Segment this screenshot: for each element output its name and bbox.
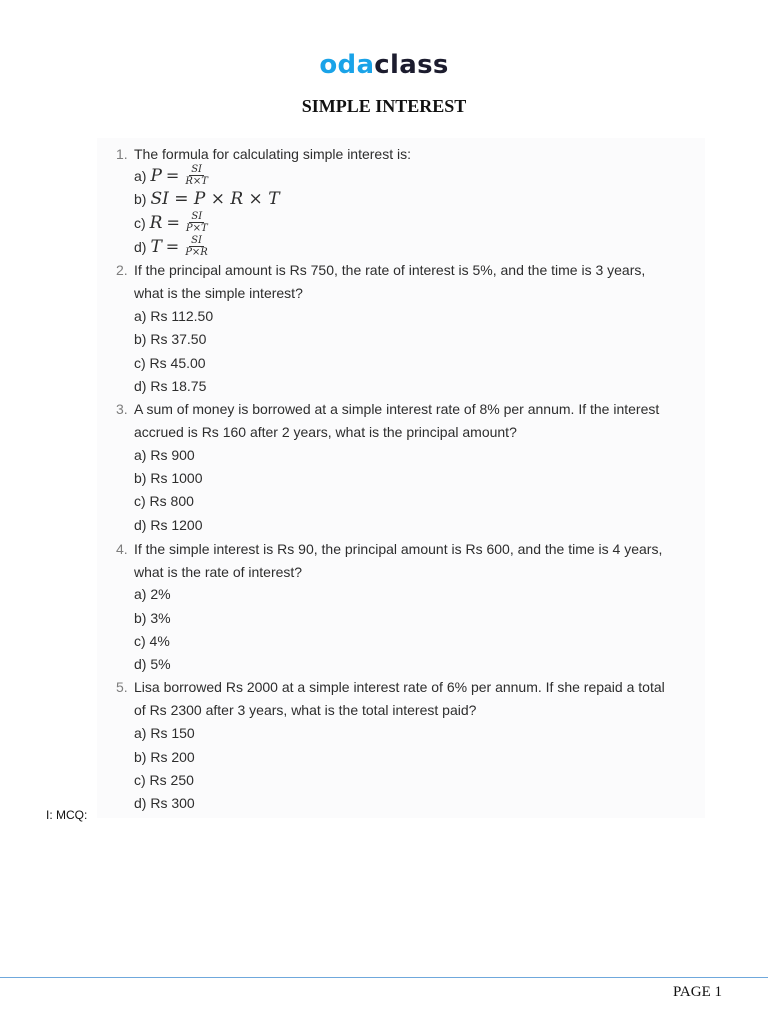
- fraction-denominator: P×R: [185, 247, 208, 258]
- section-label: I: MCQ:: [46, 808, 88, 822]
- question-number: 4.: [116, 541, 128, 557]
- answer-option: d) Rs 18.75: [134, 378, 207, 394]
- formula-lhs: T: [150, 236, 162, 257]
- question-text: Lisa borrowed Rs 2000 at a simple interest rate of 6% per annum. If she repaid a total: [134, 679, 665, 695]
- fraction-numerator: SI: [191, 211, 203, 222]
- formula-equals: =: [165, 237, 180, 256]
- answer-option: b) Rs 37.50: [134, 331, 207, 347]
- answer-option: c) Rs 250: [134, 772, 194, 788]
- formula-option-c: [134, 211, 210, 234]
- formula-option-d: [134, 235, 210, 258]
- answer-option: b) 3%: [134, 610, 171, 626]
- answer-option: c) 4%: [134, 633, 170, 649]
- question-text: accrued is Rs 160 after 2 years, what is the principal amount?: [134, 424, 517, 440]
- question-text: what is the simple interest?: [134, 285, 303, 301]
- fraction-denominator: R×T: [185, 176, 208, 187]
- logo-class: class: [374, 50, 449, 80]
- formula-option-a: [134, 164, 210, 187]
- option-prefix: b): [134, 191, 147, 207]
- question-number: 1.: [116, 146, 128, 162]
- answer-option: d) Rs 300: [134, 795, 195, 811]
- question-number: 5.: [116, 679, 128, 695]
- formula-equals: =: [166, 213, 180, 232]
- odaclass-logo: [0, 50, 768, 80]
- answer-option: a) Rs 150: [134, 725, 195, 741]
- answer-option: d) 5%: [134, 656, 171, 672]
- formula-expression: SI = P × R × T: [150, 189, 280, 209]
- formula-fraction: [183, 235, 210, 258]
- question-text: what is the rate of interest?: [134, 564, 303, 580]
- option-prefix: d): [134, 238, 147, 255]
- page-title: SIMPLE INTEREST: [301, 96, 467, 116]
- formula-equals: =: [165, 166, 180, 185]
- formula-lhs: R: [149, 212, 163, 233]
- answer-option: b) Rs 200: [134, 749, 195, 765]
- formula-lhs: P: [150, 165, 162, 186]
- answer-option: a) 2%: [134, 586, 171, 602]
- fraction-denominator: P×T: [185, 223, 208, 234]
- footer-divider: [0, 977, 768, 978]
- formula-fraction: [184, 211, 210, 234]
- question-number: 2.: [116, 262, 128, 278]
- logo-oda: oda: [319, 50, 375, 80]
- option-prefix: a): [134, 167, 147, 184]
- question-text: of Rs 2300 after 3 years, what is the total interest paid?: [134, 702, 477, 718]
- answer-option: c) Rs 800: [134, 493, 194, 509]
- fraction-numerator: SI: [191, 164, 202, 175]
- question-number: 3.: [116, 401, 128, 417]
- answer-option: b) Rs 1000: [134, 470, 203, 486]
- answer-option: a) Rs 900: [134, 447, 195, 463]
- page-number: PAGE 1: [672, 984, 722, 1000]
- option-prefix: c): [134, 214, 146, 231]
- question-text: If the simple interest is Rs 90, the principal amount is Rs 600, and the time is 4 years,: [134, 541, 663, 557]
- answer-option: d) Rs 1200: [134, 517, 203, 533]
- formula-option-b: [134, 189, 280, 209]
- question-text: The formula for calculating simple interest is:: [134, 146, 411, 162]
- question-text: A sum of money is borrowed at a simple interest rate of 8% per annum. If the interest: [134, 401, 660, 417]
- answer-option: a) Rs 112.50: [134, 308, 214, 324]
- answer-option: c) Rs 45.00: [134, 355, 206, 371]
- question-text: If the principal amount is Rs 750, the rate of interest is 5%, and the time is 3 years,: [134, 262, 646, 278]
- formula-fraction: [183, 164, 210, 187]
- fraction-numerator: SI: [191, 235, 202, 246]
